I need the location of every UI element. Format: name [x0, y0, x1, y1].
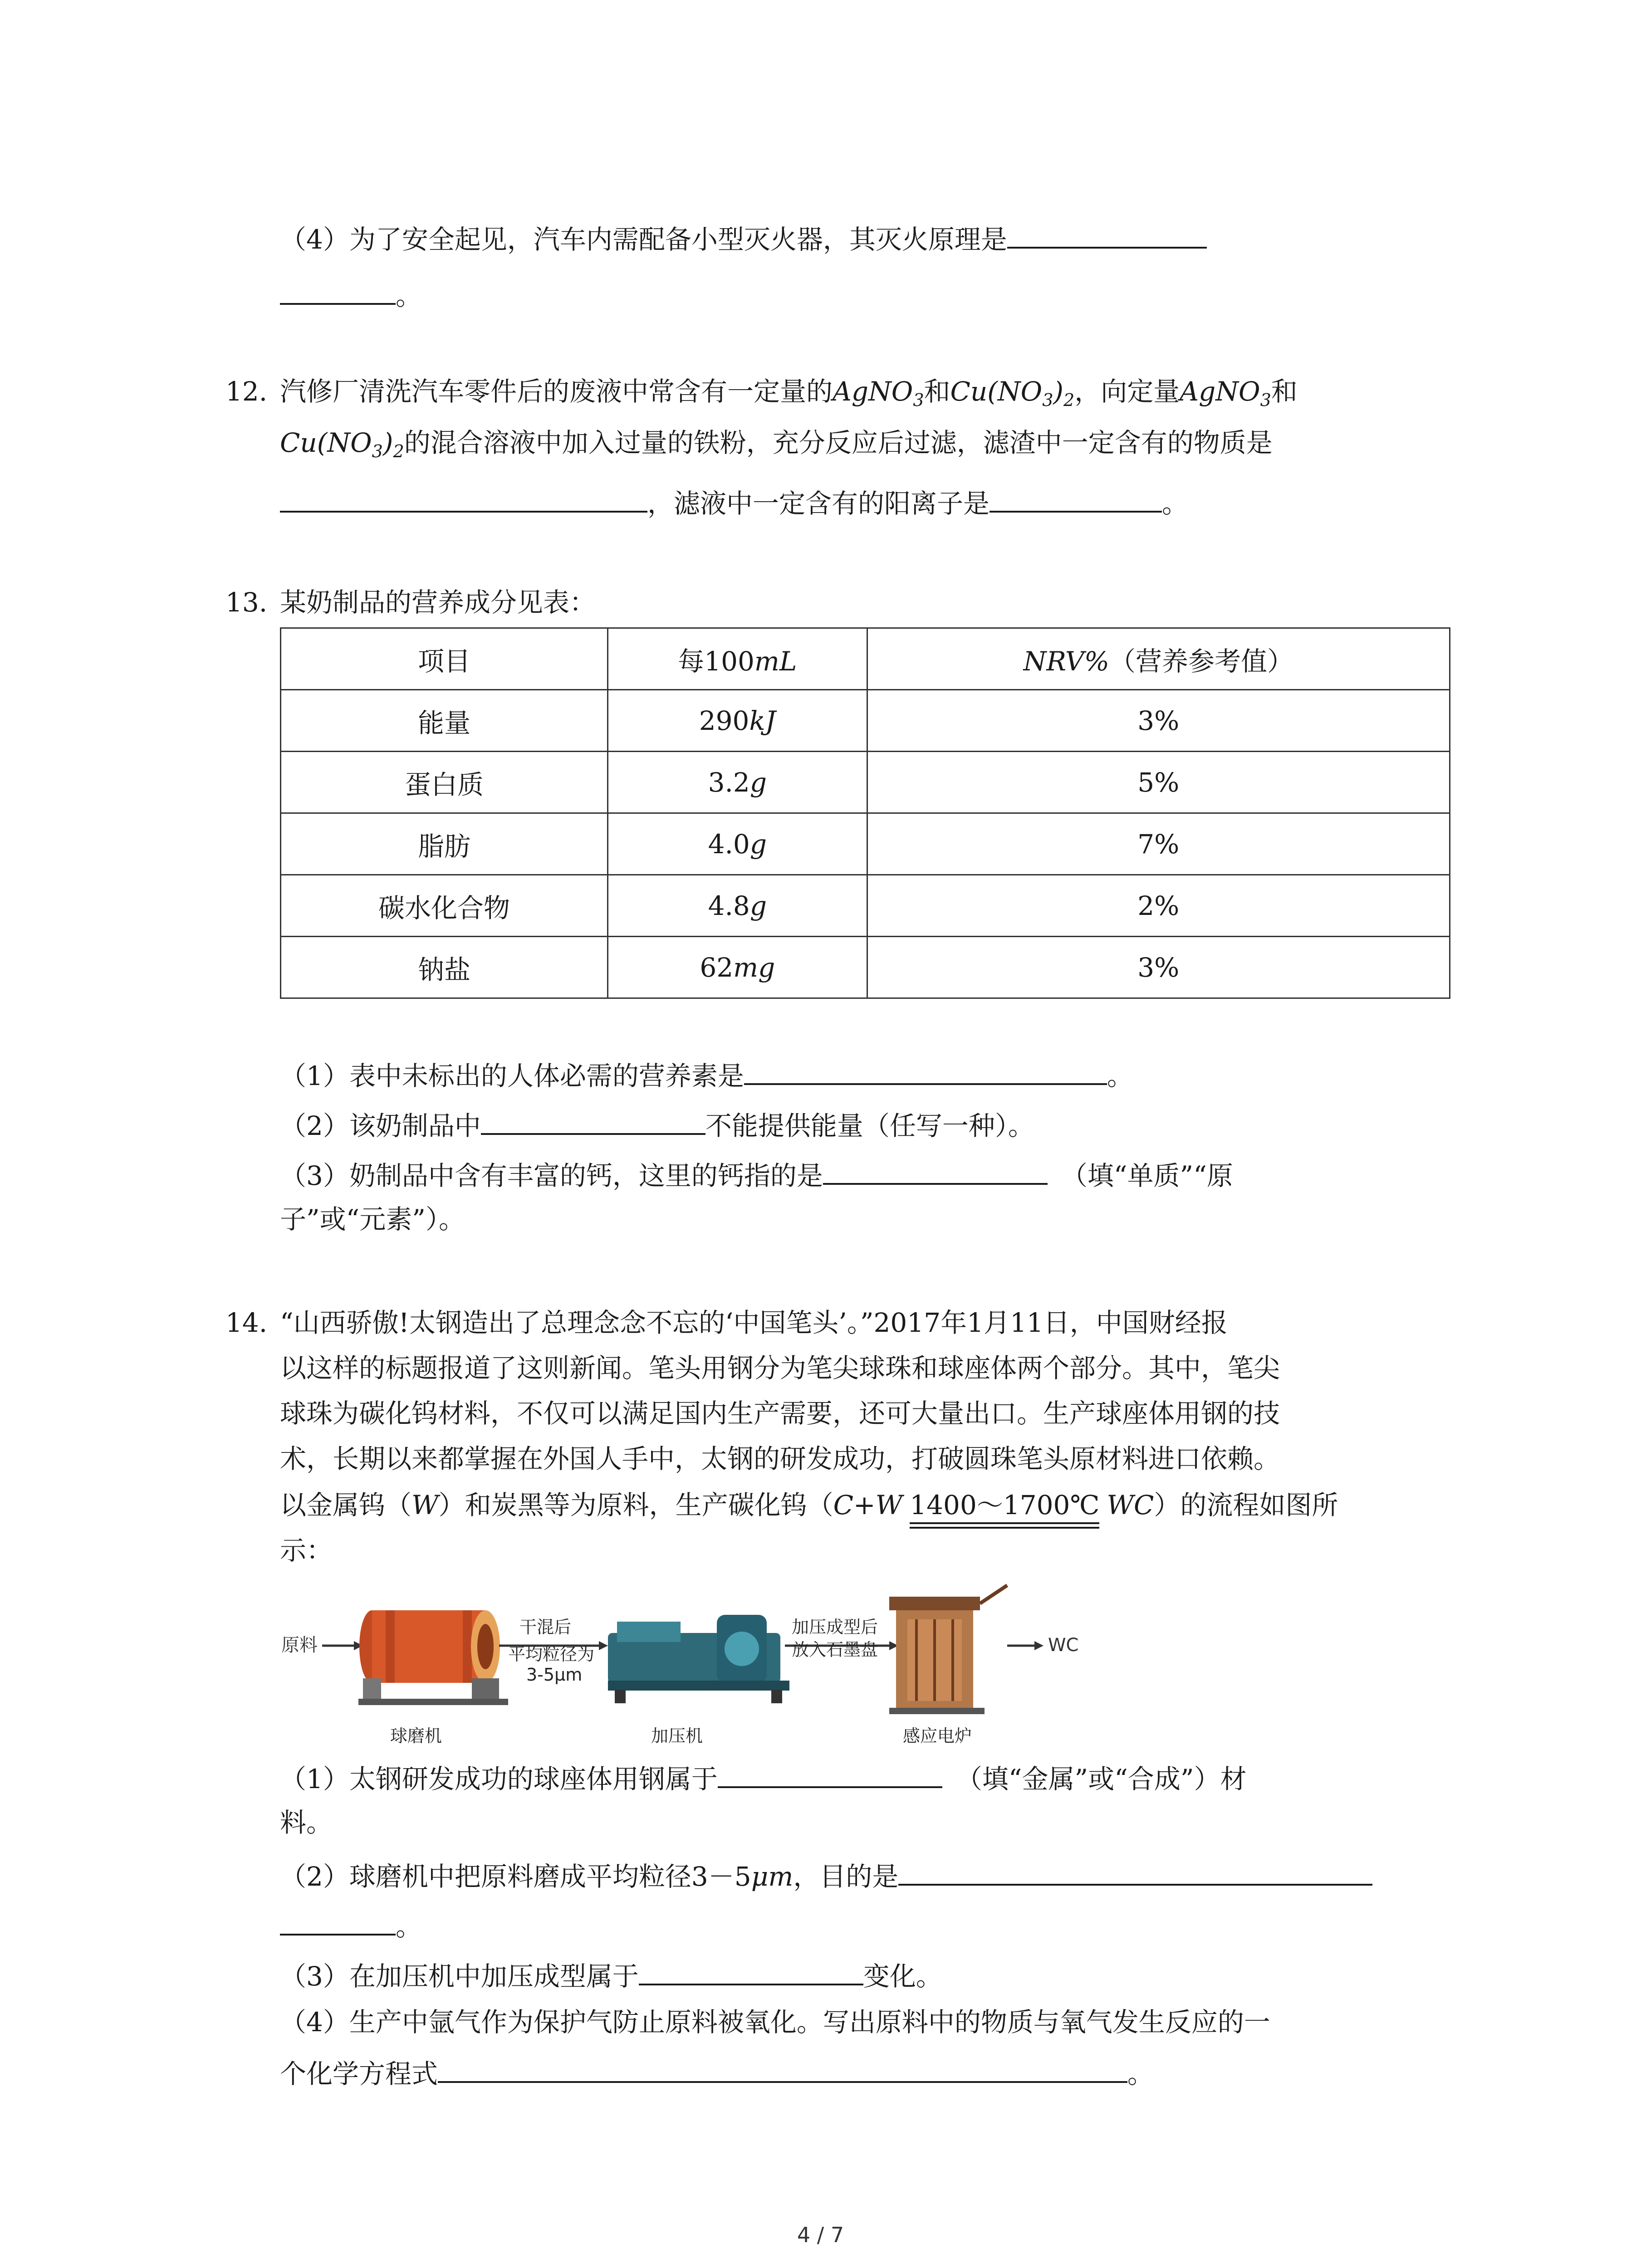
- q12-text-e: 的混合溶液中加入过量的铁粉，充分反应后过滤，滤渣中一定含有的物质是: [404, 427, 1273, 458]
- flow-arrow1-bot: 3-5μm: [526, 1665, 583, 1685]
- header-text: （营养参考值）: [1109, 645, 1293, 677]
- equation-double-line: [910, 1527, 1099, 1529]
- q14-part1-label: （1）太钢研发成功的球座体用钢属于: [280, 1764, 718, 1794]
- cell-value: 290: [699, 705, 749, 736]
- reaction-condition: [910, 1488, 1099, 1522]
- table-row: [281, 752, 1450, 813]
- q14-part3: [280, 1957, 942, 1994]
- symbol-w: W: [411, 1490, 439, 1520]
- production-flow-diagram: [281, 1579, 1098, 1751]
- table-cell: 7%: [867, 813, 1450, 875]
- table-header-row: [281, 628, 1450, 690]
- q14-line1: “山西骄傲!太钢造出了总理念念不忘的‘中国笔头’。”2017年1月11日，中国财经报: [280, 1307, 1228, 1338]
- table-cell: 5%: [867, 752, 1450, 813]
- q13-intro: 某奶制品的营养成分见表：: [280, 587, 596, 618]
- table-cell: 钠盐: [281, 937, 608, 998]
- q14-number: 14.: [225, 1307, 268, 1338]
- cell-value: 3.2: [708, 767, 750, 798]
- q13-part2: [280, 1107, 1034, 1143]
- page-number: 4 / 7: [797, 2223, 844, 2247]
- table-cell: 能量: [281, 690, 608, 752]
- q12-number: 12.: [225, 376, 268, 407]
- condition-text: 1400～1700℃: [910, 1490, 1100, 1520]
- formula-sub: 2: [393, 441, 404, 461]
- q14-part2-text: ，目的是: [793, 1861, 899, 1892]
- q14-part4-label: 个化学方程式: [280, 2058, 438, 2089]
- q14-text: ）和炭黑等为原料，生产碳化钨（: [438, 1490, 833, 1520]
- formula-part: AgNO: [1180, 376, 1260, 407]
- q12-text-f: ，滤液中一定含有的阳离子是: [647, 488, 990, 519]
- table-cell: 2%: [867, 875, 1450, 937]
- q14-part1-blank[interactable]: [718, 1760, 942, 1788]
- q13-part3-label: （3）奶制品中含有丰富的钙，这里的钙指的是: [280, 1160, 823, 1191]
- formula-sub: 3: [913, 390, 924, 410]
- q13-part1-label: （1）表中未标出的人体必需的营养素是: [280, 1061, 744, 1091]
- equation-double-line: [910, 1522, 1099, 1524]
- arrow-icon: [1007, 1641, 1043, 1650]
- cell-value: 4.0: [708, 828, 750, 860]
- q12-text-d: 和: [1271, 376, 1298, 407]
- q13-number: 13.: [225, 587, 268, 618]
- table-cell: 脂肪: [281, 813, 608, 875]
- q13-part3-blank[interactable]: [823, 1157, 1048, 1185]
- formula-part: ): [382, 427, 393, 458]
- formula-part: ): [1053, 376, 1064, 407]
- header-text: NRV%: [1023, 645, 1109, 677]
- q13-part3: [280, 1157, 1233, 1193]
- table-header-cell: 项目: [281, 628, 608, 690]
- q11-answer-blank[interactable]: [1007, 220, 1207, 249]
- nutrition-table: [280, 627, 1450, 999]
- cell-value: 62: [700, 952, 734, 983]
- formula-sub: 3: [1260, 390, 1271, 410]
- cell-unit: g: [749, 890, 767, 921]
- q13-part1-end: 。: [1107, 1061, 1133, 1091]
- q14-part2-end: 。: [396, 1911, 422, 1942]
- flow-machine1-label: 球磨机: [390, 1726, 442, 1746]
- table-cell: 蛋白质: [281, 752, 608, 813]
- formula-part: Cu(NO: [280, 427, 372, 458]
- q12-text-c: ，向定量: [1074, 376, 1180, 407]
- q11-part4-text: [280, 220, 1207, 257]
- q14-part2-blank[interactable]: [898, 1857, 1372, 1886]
- flow-raw-label: 原料: [281, 1635, 318, 1656]
- formula-sub: 3: [1042, 390, 1053, 410]
- table-header-cell: [867, 628, 1450, 690]
- header-unit: mL: [754, 645, 797, 677]
- cell-unit: mg: [733, 952, 775, 983]
- q14-line6: 示：: [280, 1535, 333, 1566]
- q14-part2-line2: [280, 1907, 422, 1944]
- table-cell: [608, 813, 867, 875]
- q14-part3-label: （3）在加压机中加压成型属于: [280, 1961, 639, 1992]
- q14-part4: （4）生产中氩气作为保护气防止原料被氧化。写出原料中的物质与氧气发生反应的一: [280, 2007, 1270, 2038]
- table-header-cell: [608, 628, 867, 690]
- q11-answer-blank-cont[interactable]: [280, 277, 396, 305]
- equation-product: WC: [1107, 1490, 1154, 1520]
- arrow-icon: [322, 1641, 363, 1650]
- cell-value: 4.8: [708, 890, 750, 921]
- table-row: [281, 937, 1450, 998]
- q13-part2-blank[interactable]: [481, 1107, 705, 1135]
- table-cell: [608, 690, 867, 752]
- q14-part2: [280, 1857, 1372, 1894]
- flow-arrow1-top: 干混后: [519, 1617, 572, 1637]
- q11-part4-line2: [280, 277, 422, 313]
- formula-cuno32: [280, 427, 404, 461]
- ball-mill-icon: [358, 1610, 508, 1705]
- q13-part1-blank[interactable]: [744, 1057, 1107, 1085]
- flow-arrow2-bot: 放入石墨盘: [792, 1640, 878, 1660]
- unit-micrometer: μm: [751, 1861, 794, 1892]
- q13-part1: [280, 1057, 1133, 1093]
- q12-line3: [280, 484, 1188, 521]
- table-cell: 碳水化合物: [281, 875, 608, 937]
- q11-part4-label: （4）为了安全起见，汽车内需配备小型灭火器，其灭火原理是: [280, 224, 1007, 255]
- table-row: [281, 875, 1450, 937]
- formula-sub: 2: [1063, 390, 1075, 410]
- q12-end-punct: 。: [1162, 488, 1189, 519]
- formula-sub: 3: [372, 441, 383, 461]
- q14-line4: 术，长期以来都掌握在外国人手中，太钢的研发成功，打破圆珠笔头原材料进口依赖。: [280, 1443, 1280, 1474]
- flow-arrow2-top: 加压成型后: [792, 1617, 878, 1637]
- cell-unit: kJ: [749, 705, 776, 736]
- formula-part: Cu(NO: [950, 376, 1043, 407]
- formula-cuno32: [950, 376, 1075, 410]
- q13-part2-label: （2）该奶制品中: [280, 1110, 481, 1141]
- q14-text: 以金属钨（: [280, 1490, 412, 1520]
- q12-cation-blank[interactable]: [989, 484, 1162, 513]
- q12-line1: [280, 374, 1298, 417]
- table-cell: [608, 752, 867, 813]
- q14-part3-blank[interactable]: [639, 1957, 863, 1985]
- q14-part4-line2: [280, 2055, 1154, 2091]
- table-cell: 3%: [867, 937, 1450, 998]
- q14-part1-text: （填“金属”或“合成”）材: [955, 1764, 1247, 1794]
- q13-part3-text: （填“单质”“原: [1061, 1160, 1233, 1191]
- q14-part3-text: 变化。: [863, 1961, 942, 1992]
- q14-part1: [280, 1760, 1247, 1796]
- q14-part2-blank-cont[interactable]: [280, 1907, 396, 1936]
- formula-agno3: [833, 376, 924, 410]
- flow-product-label: WC: [1048, 1635, 1079, 1656]
- table-cell: [608, 937, 867, 998]
- formula-part: AgNO: [833, 376, 913, 407]
- q14-line2: 以这样的标题报道了这则新闻。笔头用钢分为笔尖球珠和球座体两个部分。其中，笔尖: [280, 1353, 1280, 1383]
- q14-part4-end: 。: [1127, 2058, 1154, 2089]
- q14-part4-blank[interactable]: [438, 2055, 1127, 2083]
- cell-unit: g: [749, 767, 767, 798]
- q11-end-punct: 。: [396, 280, 422, 311]
- q14-text: ）的流程如图所: [1154, 1490, 1338, 1520]
- flow-machine2-label: 加压机: [651, 1726, 703, 1746]
- equation-reactants: C+W: [833, 1490, 903, 1520]
- cell-unit: g: [749, 828, 767, 860]
- q12-line2: [280, 425, 1273, 469]
- q12-text-a: 汽修厂清洗汽车零件后的废液中常含有一定量的: [280, 376, 833, 407]
- table-cell: 3%: [867, 690, 1450, 752]
- q14-line3: 球珠为碳化钨材料，不仅可以满足国内生产需要，还可大量出口。生产球座体用钢的技: [280, 1398, 1280, 1429]
- q14-part2-label: （2）球磨机中把原料磨成平均粒径3－5: [280, 1861, 751, 1892]
- q12-residue-blank[interactable]: [280, 484, 647, 513]
- induction-furnace-icon: [889, 1585, 1007, 1714]
- table-cell: [608, 875, 867, 937]
- q14-line5: [280, 1488, 1338, 1522]
- q13-part3-line2: 子”或“元素”）。: [280, 1204, 465, 1235]
- q14-part1-line2: 料。: [280, 1807, 333, 1838]
- press-machine-icon: [608, 1615, 789, 1703]
- flow-arrow1-mid: 平均粒径为: [508, 1644, 595, 1664]
- formula-agno3: [1180, 376, 1271, 410]
- q12-text-b: 和: [924, 376, 950, 407]
- table-row: [281, 813, 1450, 875]
- q13-part2-text: 不能提供能量（任写一种）。: [705, 1110, 1034, 1141]
- header-text: 每100: [678, 645, 754, 677]
- table-row: [281, 690, 1450, 752]
- flow-machine3-label: 感应电炉: [903, 1726, 972, 1746]
